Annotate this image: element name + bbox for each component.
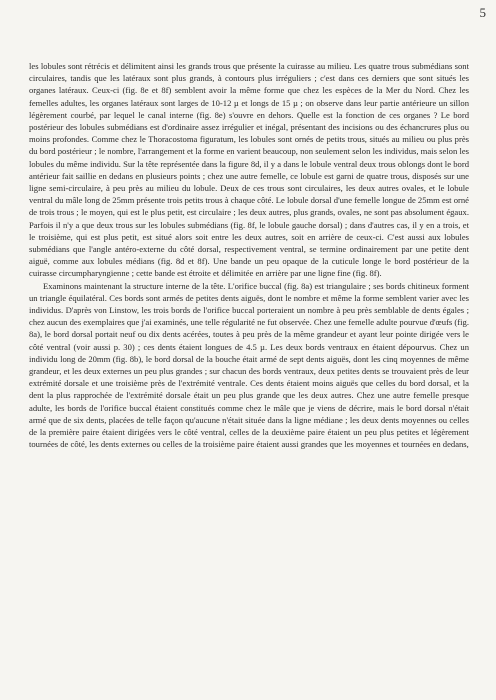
paragraph-2: Examinons maintenant la structure interne de la tête. L'orifice buccal (fig. 8a) est triangulaire ; ses bords chitineux forment un triangle équilatéral. Ces bords sont armés de petites dents aiguës, dont le nombre et même la forme semblent varier avec les individus. D'après von Linstow, les trois bords de l'orifice buccal porteraient un nombre à peu près semblable de dents égales ; chez aucun des exemplaires que j'ai examinés, une telle régularité ne fut observée. Chez une femelle adulte pourvue d'œufs (fig. 8a), le bord dorsal portait neuf ou dix dents acérées, toutes à peu près de la même grandeur et ayant leur pointe dirigée vers le côté ventral (voir aussi p. 30) ; ces dents étaient longues de 4.5 µ. Les deux bords ventraux en étaient dépourvus. Chez un individu long de 20mm (fig. 8b), le bord dorsal de la bouche était armé de sept dents aiguës, dont les cinq moyennes de même grandeur, et les deux externes un peu plus grandes ; sur chacun des bords ventraux, deux petites dents se trouvaient près de leur extrémité dorsale et une troisième près de l'extrémité ventrale. Ces dents étaient moins aiguës que celles du bord dorsal, et la dent la plus rapprochée de l'extrémité dorsale était un peu plus grande que les deux autres. Chez une autre femelle presque adulte, les bords de l'orifice buccal étaient constitués comme chez le mâle que je viens de décrire, mais le bord dorsal n'était armé que de six dents, placées de telle façon qu'aucune n'était située dans la ligne médiane ; les deux dents moyennes ou celles de la première paire étaient dirigées vers le côté ventral, celles de la deuxième paire étaient un peu plus petites et légèrement tournées de côté, les dents externes ou celles de la troisième paire étaient aussi grandes que les moyennes et tournées en dedans,: [29, 280, 469, 450]
page-body: [29, 60, 469, 451]
page-number: 5: [479, 5, 486, 20]
paragraph-1: les lobules sont rétrécis et délimitent ainsi les grands trous que présente la cuirasse au milieu. Les quatre trous submédians sont circulaires, tandis que les latéraux sont plus grands, à contours plus irréguliers ; c'est dans ces derniers que sont situés les organes latéraux. Ceux-ci (fig. 8e et 8f) semblent avoir la même forme que chez les espèces de la Mer du Nord. Chez les femelles adultes, les organes latéraux sont larges de 10-12 µ et longs de 15 µ ; on observe dans leur partie antérieure un sillon légèrement courbé, par lequel le canal interne (fig. 8e) s'ouvre en dehors. Quelle est la fonction de ces organes ? Le bord postérieur des lobules submédians est d'ordinaire assez irrégulier et inégal, présentant des incisions ou des échancrures plus ou moins profondes. Comme chez le Thoracostoma figuratum, les lobules sont ornés de petits trous, situés au milieu ou plus près du bord postérieur ; le nombre, l'arrangement et la forme en varient beaucoup, non seulement selon les individus, mais selon les lobules du même individu. Sur la tête représentée dans la figure 8d, il y a dans le lobule ventral deux trous oblongs dont le bord antérieur fait saillie en dedans en plusieurs points ; chez une autre femelle, ce lobule est garni de quatre trous, disposés sur une ligne semi-circulaire, à peu près au milieu du lobule. Deux de ces trous sont circulaires, les deux autres ovales, et le lobule ventral du mâle long de 25mm présente trois petits trous à chaque côté. Le lobule dorsal d'une femelle longue de 25mm est orné de trois trous ; le moyen, qui est le plus petit, est circulaire ; les deux autres, plus grands, ovales, ne sont pas absolument égaux. Parfois il n'y a que deux trous sur les lobules submédians (fig. 8f, le lobule gauche dorsal) ; dans d'autres cas, il y en a trois, et le troisième, qui est plus petit, est situé alors soit entre les deux autres, soit en arrière de ceux-ci. C'est aussi aux lobules submédians que l'angle antéro-externe du côté dorsal, respectivement ventral, se termine ordinairement par une petite dent aiguë, comme aux lobules médians (fig. 8d et 8f). Une bande un peu opaque de la cuticule longe le bord postérieur de la cuirasse circumpharyngienne ; cette bande est étroite et délimitée en arrière par une ligne fine (fig. 8f).: [29, 61, 469, 279]
